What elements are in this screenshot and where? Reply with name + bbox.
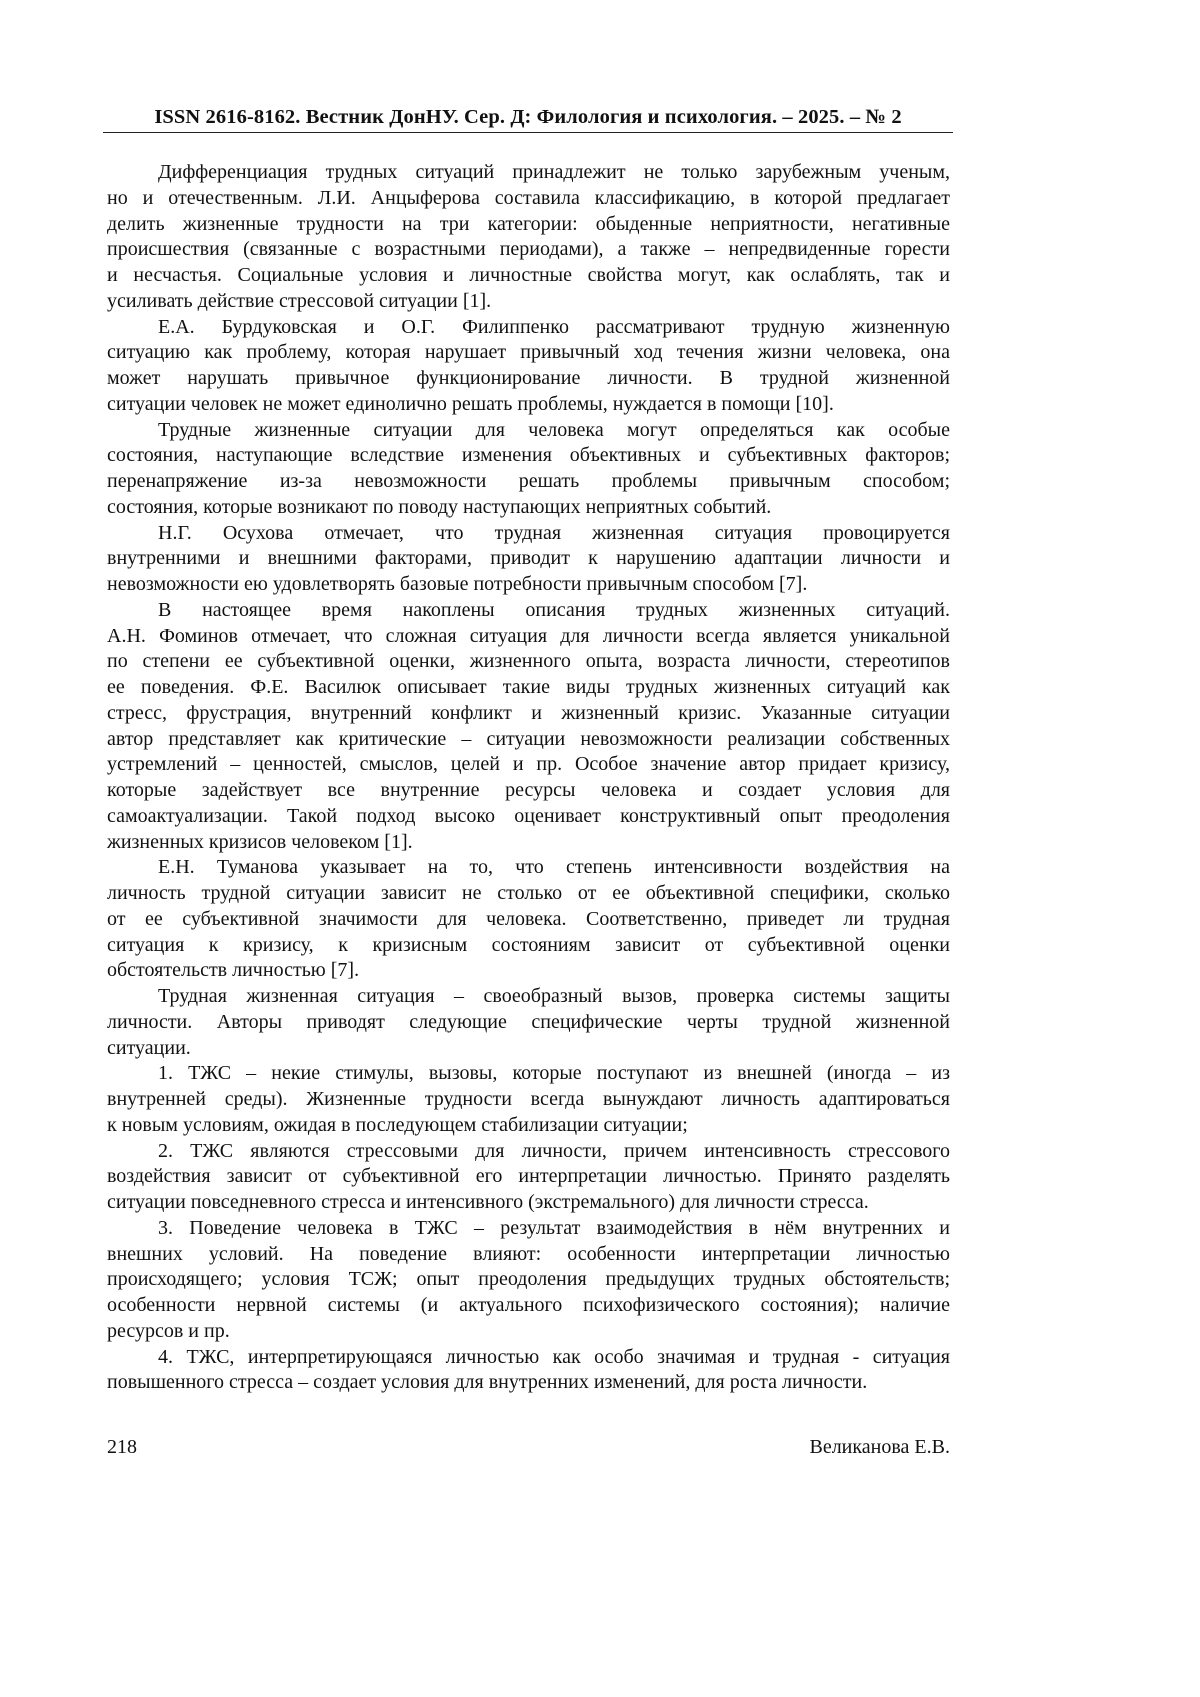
text-line: состояния, наступающие вследствие изменения объективных и субъективных факторов; (107, 444, 950, 467)
text-line: состояния, которые возникают по поводу наступающих неприятных событий. (107, 495, 772, 518)
text-line: 1. ТЖС – некие стимулы, вызовы, которые поступают из внешней (иногда – из (158, 1062, 950, 1085)
text-line: ее поведения. Ф.Е. Василюк описывает такие виды трудных жизненных ситуаций как (107, 676, 950, 698)
text-line: Н.Г. Осухова отмечает, что трудная жизненная ситуация провоцируется (158, 521, 950, 544)
text-line: Трудные жизненные ситуации для человека могут определяться как особые (158, 418, 950, 441)
paragraph (107, 315, 950, 418)
text-line: ситуации человек не может единолично решать проблемы, нуждается в помощи [10]. (107, 392, 834, 415)
text-line: жизненных кризисов человеком [1]. (107, 830, 413, 853)
paragraph (107, 1139, 950, 1216)
text-line: по степени ее субъективной оценки, жизненного опыта, возраста личности, стереотипов (107, 650, 950, 673)
text-line: воздействия зависит от субъективной его интерпретации личностью. Принято разделять (107, 1165, 950, 1188)
paragraph (107, 1345, 950, 1397)
text-line: Дифференциация трудных ситуаций принадлежит не только зарубежным ученым, (158, 161, 950, 183)
text-line: от ее субъективной значимости для человека. Соответственно, приведет ли трудная (107, 907, 950, 930)
paragraph (107, 521, 950, 598)
text-line: к новым условиям, ожидая в последующем стабилизации ситуации; (107, 1113, 688, 1136)
text-line: внешних условий. На поведение влияют: особенности интерпретации личностью (107, 1242, 950, 1265)
text-line: может нарушать привычное функционирование личности. В трудной жизненной (107, 367, 950, 389)
paragraph (107, 1061, 950, 1138)
paragraph (107, 418, 950, 521)
text-line: А.Н. Фоминов отмечает, что сложная ситуация для личности всегда является уникальной (107, 624, 950, 647)
text-line: 2. ТЖС являются стрессовыми для личности, причем интенсивность стрессового (158, 1139, 950, 1162)
text-line: невозможности ею удовлетворять базовые потребности привычным способом [7]. (107, 573, 808, 595)
page-number: 218 (107, 1436, 137, 1458)
text-line: ситуация к кризису, к кризисным состояниям зависит от субъективной оценки (107, 933, 950, 956)
paragraph (107, 855, 950, 984)
text-line: которые задействует все внутренние ресурсы человека и создает условия для (107, 779, 950, 801)
running-header (103, 104, 953, 133)
text-line: усиливать действие стрессовой ситуации [1]. (107, 289, 492, 312)
paragraph (107, 984, 950, 1061)
paragraph (107, 160, 950, 315)
text-line: происшествия (связанные с возрастными периодами), а также – непредвиденные горести (107, 238, 950, 261)
author-name: Великанова Е.В. (809, 1436, 950, 1458)
paragraph (107, 598, 950, 856)
journal-header-title: ISSN 2616-8162. Вестник ДонНУ. Сер. Д: Филология и психология. – 2025. – № 2 (154, 106, 902, 128)
article-body (107, 160, 950, 1396)
text-line: повышенного стресса – создает условия для внутренних изменений, для роста личности. (107, 1371, 868, 1394)
text-line: особенности нервной системы (и актуального психофизического состояния); наличие (107, 1294, 950, 1316)
text-line: личности. Авторы приводят следующие специфические черты трудной жизненной (107, 1010, 950, 1033)
text-line: обстоятельств личностью [7]. (107, 959, 360, 982)
text-line: происходящего; условия ТСЖ; опыт преодоления предыдущих трудных обстоятельств; (107, 1268, 950, 1291)
text-line: ситуацию как проблему, которая нарушает привычный ход течения жизни человека, она (107, 341, 950, 364)
text-line: 4. ТЖС, интерпретирующаяся личностью как особо значимая и трудная - ситуация (158, 1345, 950, 1368)
text-line: внутренней среды). Жизненные трудности всегда вынуждают личность адаптироваться (107, 1088, 950, 1110)
text-line: самоактуализации. Такой подход высоко оценивает конструктивный опыт преодоления (107, 804, 950, 827)
text-line: ситуации повседневного стресса и интенсивного (экстремального) для личности стресса. (107, 1191, 869, 1213)
text-line: устремлений – ценностей, смыслов, целей и пр. Особое значение автор придает кризису, (107, 753, 950, 776)
text-line: Е.Н. Туманова указывает на то, что степень интенсивности воздействия на (158, 856, 950, 879)
text-line: автор представляет как критические – ситуации невозможности реализации собственных (107, 727, 950, 750)
text-line: но и отечественным. Л.И. Анцыферова составила классификацию, в которой предлагает (107, 186, 950, 209)
text-line: Трудная жизненная ситуация – своеобразный вызов, проверка системы защиты (158, 985, 950, 1007)
text-line: стресс, фрустрация, внутренний конфликт и жизненный кризис. Указанные ситуации (107, 701, 950, 724)
text-line: ситуации. (107, 1036, 191, 1059)
text-line: 3. Поведение человека в ТЖС – результат взаимодействия в нём внутренних и (158, 1216, 950, 1239)
text-line: В настоящее время накоплены описания трудных жизненных ситуаций. (158, 598, 950, 621)
text-line: ресурсов и пр. (107, 1319, 230, 1342)
text-line: личность трудной ситуации зависит не столько от ее объективной специфики, сколько (107, 882, 950, 904)
page-footer (107, 1436, 950, 1459)
paragraph (107, 1216, 950, 1345)
text-line: и несчастья. Социальные условия и личностные свойства могут, как ослаблять, так и (107, 264, 950, 286)
text-line: внутренними и внешними факторами, приводит к нарушению адаптации личности и (107, 547, 950, 570)
text-line: перенапряжение из-за невозможности решать проблемы привычным способом; (107, 470, 950, 492)
text-line: Е.А. Бурдуковская и О.Г. Филиппенко рассматривают трудную жизненную (158, 315, 950, 338)
text-line: делить жизненные трудности на три категории: обыденные неприятности, негативные (107, 212, 950, 235)
